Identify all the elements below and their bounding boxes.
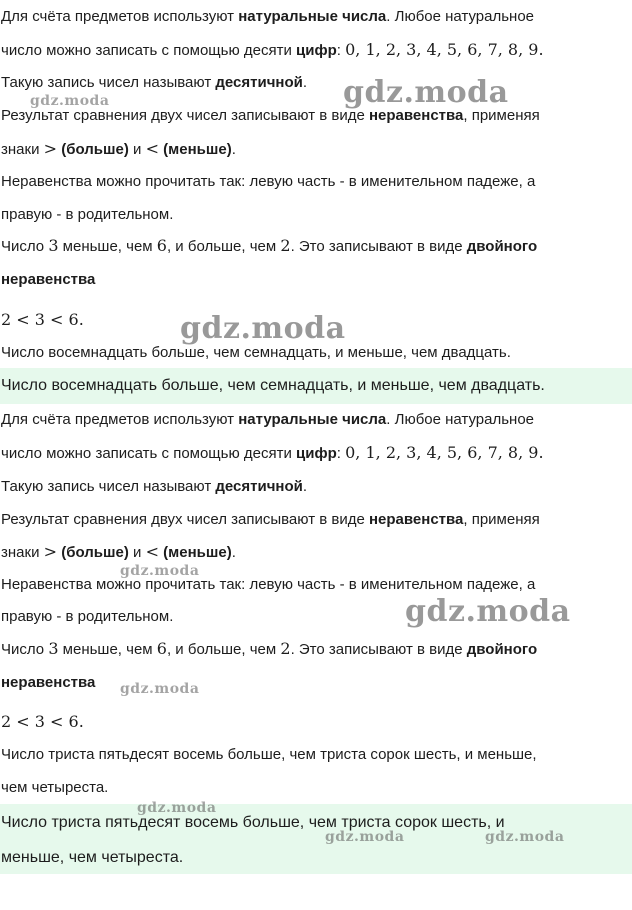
paragraph-line: чем четыреста. <box>1 779 109 796</box>
paragraph-line: правую - в родительном. <box>1 206 174 223</box>
text: Для счёта предметов используют <box>1 411 239 428</box>
paragraph-line <box>1 639 537 659</box>
paragraph-line <box>1 510 540 530</box>
paragraph-line: Число триста пятьдесят восемь больше, чем триста сорок шесть, и меньше, <box>1 746 537 763</box>
paragraph-line <box>1 410 534 430</box>
greater-sign: > <box>43 542 58 561</box>
number: 2 <box>280 236 291 255</box>
text: , применяя <box>463 511 540 528</box>
text: Результат сравнения двух чисел записывают в виде <box>1 511 369 528</box>
term-inequality: неравенства <box>368 107 464 124</box>
term-greater: (больше) <box>57 141 129 158</box>
watermark: gdz.moda <box>180 311 346 346</box>
watermark: gdz.moda <box>325 829 405 845</box>
text: . <box>302 74 308 91</box>
greater-sign: > <box>43 139 58 158</box>
paragraph-line: Неравенства можно прочитать так: левую часть - в именительном падеже, а <box>1 173 536 190</box>
watermark: gdz.moda <box>137 800 217 816</box>
answer-text: Число триста пятьдесят восемь больше, чем триста сорок шесть, и <box>1 814 505 831</box>
term-decimal: десятичной <box>215 478 303 495</box>
text: . <box>231 141 236 158</box>
text: Такую запись чисел называют <box>1 478 216 495</box>
text: . <box>231 544 236 561</box>
term-inequality-2: неравенства <box>1 271 96 288</box>
number: 3 <box>48 236 59 255</box>
paragraph-line <box>1 139 236 159</box>
term-inequality: неравенства <box>368 511 464 528</box>
term-digits: цифр <box>296 42 337 59</box>
text: . Это записывают в виде <box>290 238 467 255</box>
paragraph-line <box>1 542 236 562</box>
paragraph-line <box>1 673 95 693</box>
text: . <box>302 478 308 495</box>
watermark: gdz.moda <box>405 594 571 629</box>
less-sign: < <box>145 139 159 158</box>
term-greater: (больше) <box>57 544 129 561</box>
number: 6 <box>156 236 167 255</box>
text: знаки <box>1 141 44 158</box>
paragraph-line <box>1 7 534 27</box>
watermark: gdz.moda <box>120 681 200 697</box>
paragraph-line <box>1 73 307 93</box>
text: Такую запись чисел называют <box>1 74 216 91</box>
digits-list: 0, 1, 2, 3, 4, 5, 6, 7, 8, 9. <box>345 40 544 59</box>
text: . Любое натуральное <box>386 411 535 428</box>
text: . Любое натуральное <box>386 8 535 25</box>
term-digits: цифр <box>296 445 337 462</box>
paragraph-line: Число восемнадцать больше, чем семнадцать, и меньше, чем двадцать. <box>1 344 511 361</box>
watermark: gdz.moda <box>30 93 110 109</box>
text: знаки <box>1 544 44 561</box>
text: и <box>128 141 146 158</box>
paragraph-line <box>1 236 537 256</box>
term-natural-numbers: натуральные числа <box>238 411 387 428</box>
term-double: двойного <box>466 641 538 658</box>
term-inequality-2: неравенства <box>1 674 96 691</box>
text: Для счёта предметов используют <box>1 8 239 25</box>
number: 3 <box>48 639 59 658</box>
text: число можно записать с помощью десяти <box>1 445 297 462</box>
text: Число <box>1 641 49 658</box>
number: 6 <box>156 639 167 658</box>
text: Результат сравнения двух чисел записывают в виде <box>1 107 369 124</box>
term-less: (меньше) <box>158 544 232 561</box>
digits-list: 0, 1, 2, 3, 4, 5, 6, 7, 8, 9. <box>345 443 544 462</box>
paragraph-line <box>1 477 307 497</box>
paragraph-line <box>1 270 95 290</box>
text: , и больше, чем <box>166 641 281 658</box>
text: : <box>336 42 346 59</box>
term-natural-numbers: натуральные числа <box>238 8 387 25</box>
text: меньше, чем <box>58 238 157 255</box>
number: 2 <box>280 639 291 658</box>
text: : <box>336 445 346 462</box>
answer-text: меньше, чем четыреста. <box>1 849 184 866</box>
paragraph-line: Неравенства можно прочитать так: левую часть - в именительном падеже, а <box>1 576 536 593</box>
text: меньше, чем <box>58 641 157 658</box>
text: , и больше, чем <box>166 238 281 255</box>
paragraph-line <box>1 443 544 463</box>
watermark: gdz.moda <box>120 563 200 579</box>
text: Число <box>1 238 49 255</box>
text: , применяя <box>463 107 540 124</box>
term-less: (меньше) <box>158 141 232 158</box>
answer-text: Число восемнадцать больше, чем семнадцать, и меньше, чем двадцать. <box>1 377 545 394</box>
term-decimal: десятичной <box>215 74 303 91</box>
watermark: gdz.moda <box>485 829 565 845</box>
watermark: gdz.moda <box>343 75 509 110</box>
text: и <box>128 544 146 561</box>
less-sign: < <box>145 542 159 561</box>
paragraph-line <box>1 40 544 60</box>
paragraph-line: правую - в родительном. <box>1 608 174 625</box>
double-inequality: 2 < 3 < 6. <box>1 310 84 329</box>
text: число можно записать с помощью десяти <box>1 42 297 59</box>
double-inequality: 2 < 3 < 6. <box>1 712 84 731</box>
term-double: двойного <box>466 238 538 255</box>
text: . Это записывают в виде <box>290 641 467 658</box>
